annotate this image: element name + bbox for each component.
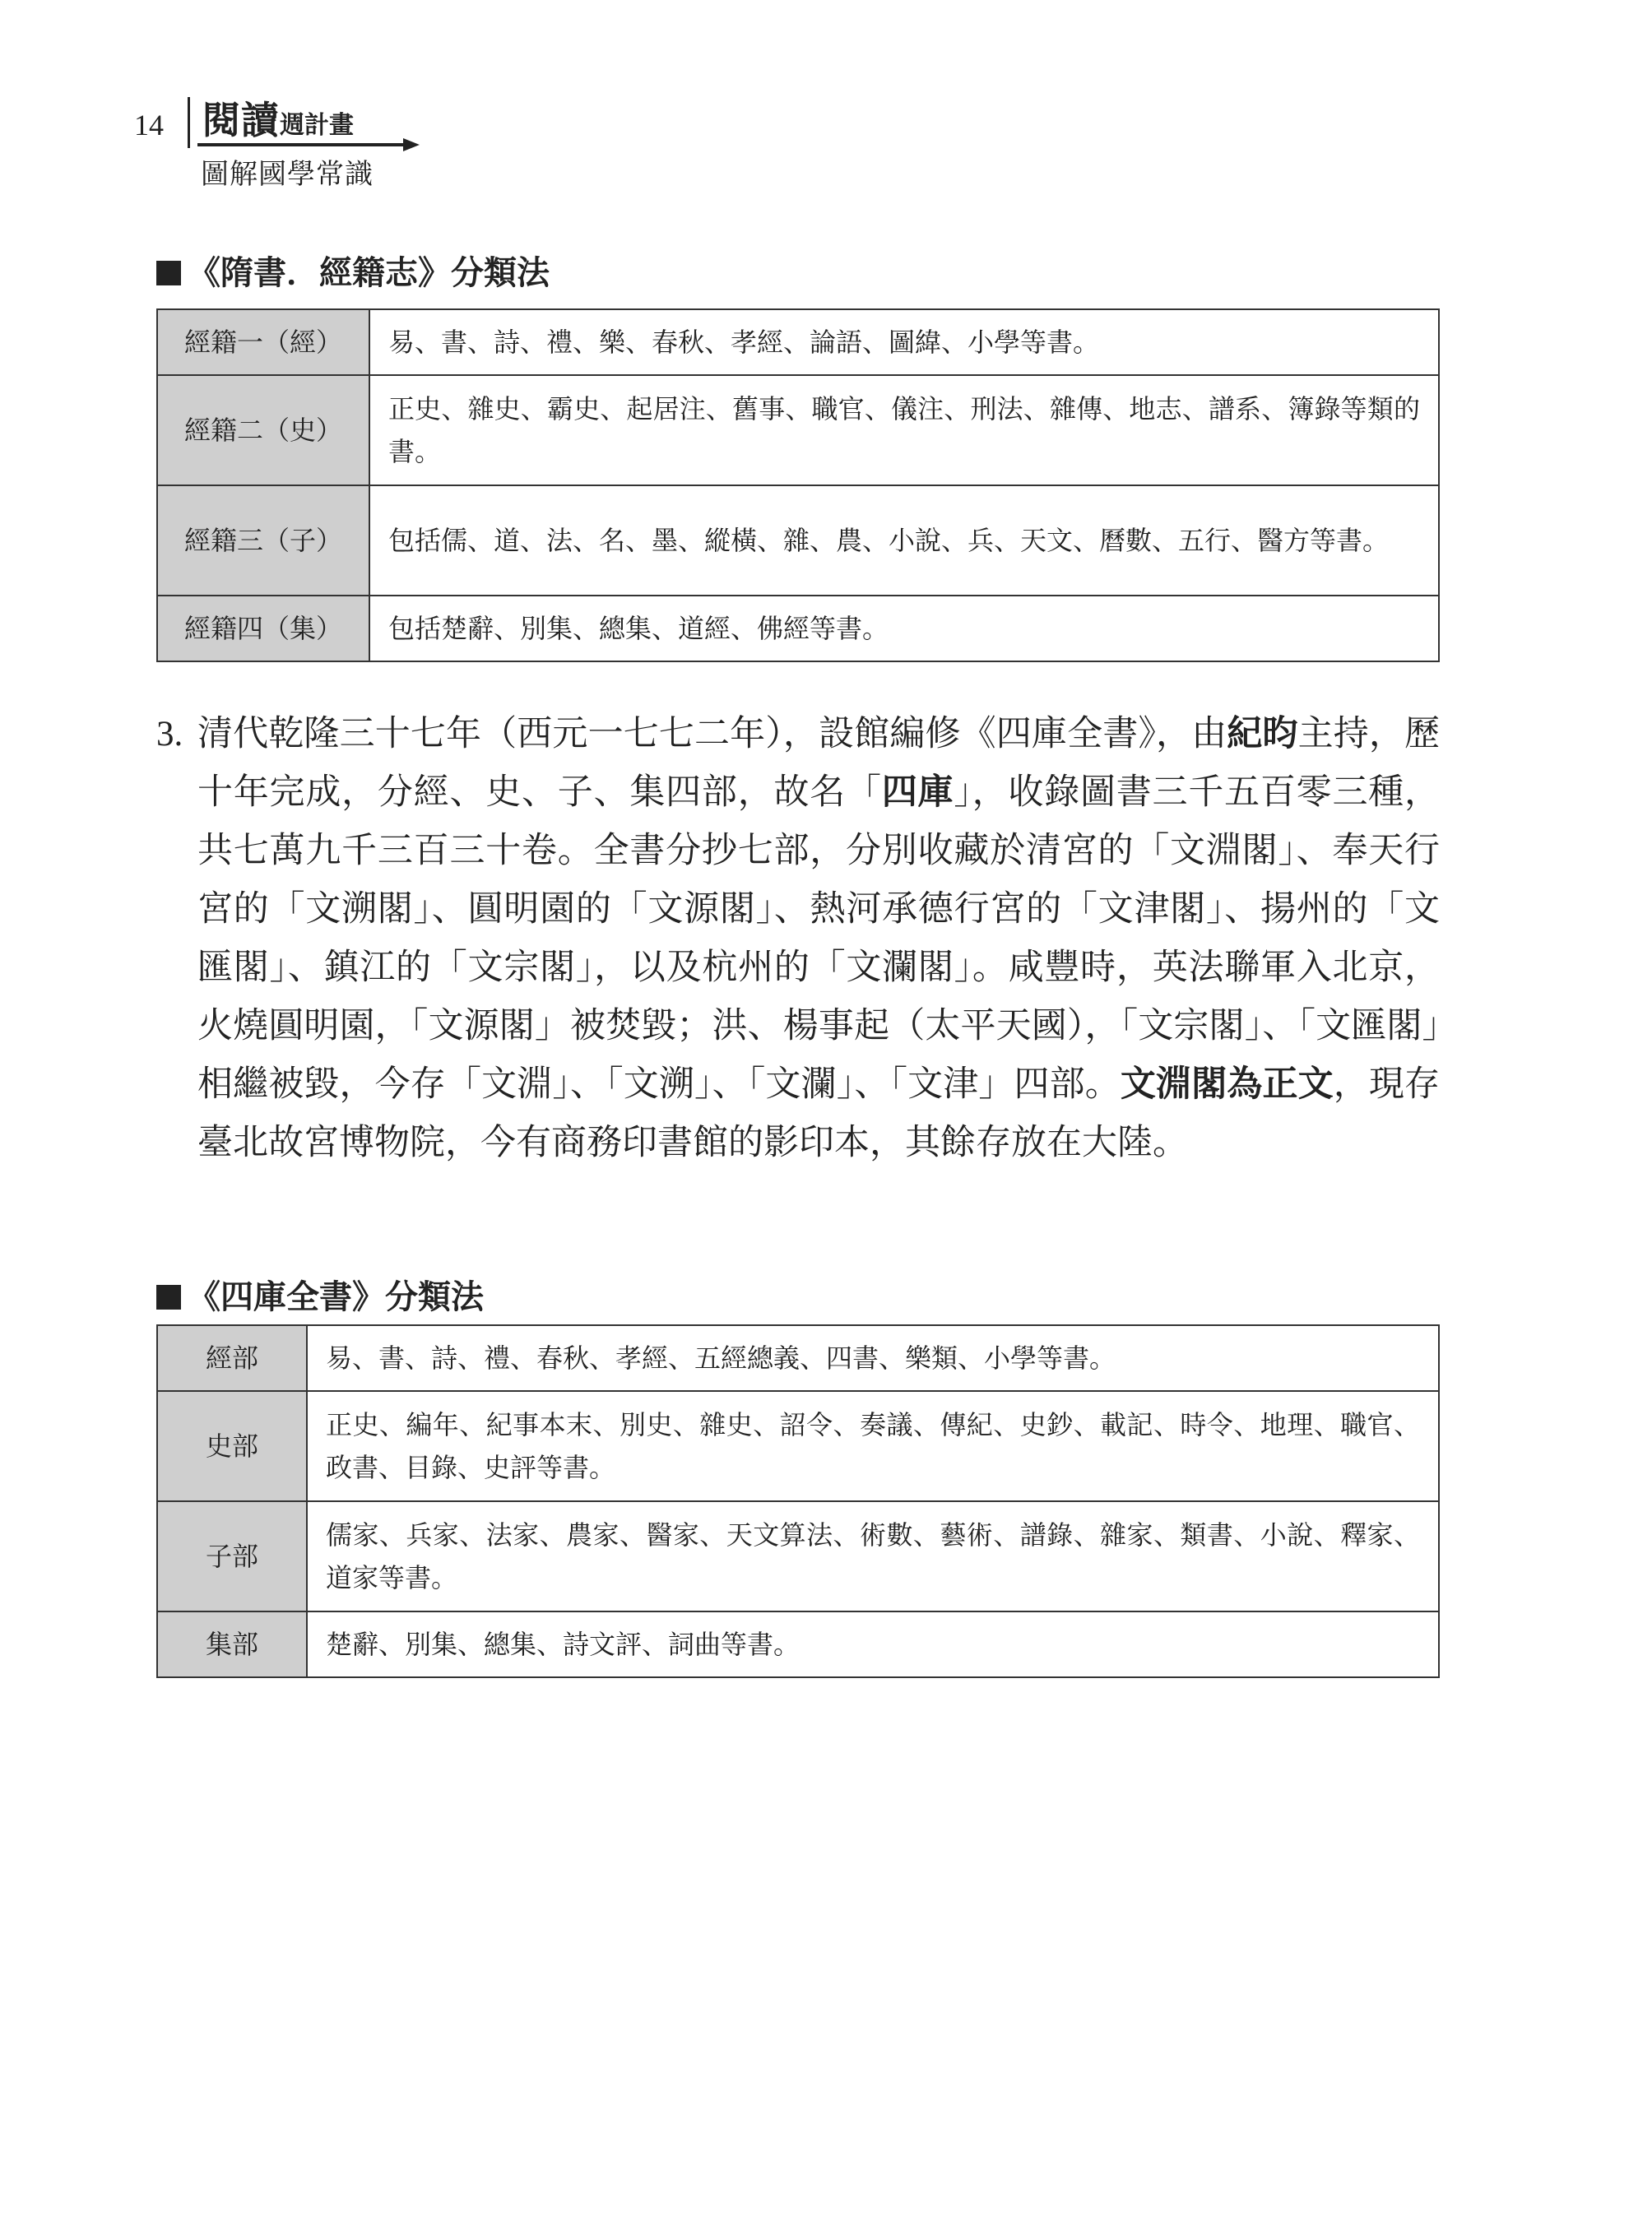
section-heading-sui-text: 《隋書．經籍志》分類法 [188,254,550,292]
header-divider [188,97,190,148]
category-description: 易、書、詩、禮、樂、春秋、孝經、論語、圖緯、小學等書。 [369,309,1439,375]
bold-term: 文淵閣為正文 [1120,1064,1334,1105]
table-row [157,375,1439,485]
body-paragraph [156,705,1440,1172]
table-row [157,1391,1439,1501]
table-row [157,309,1439,375]
category-label: 經籍三（子） [157,485,369,596]
table-row [157,1501,1439,1611]
series-title-sub: 週計畫 [280,111,354,140]
text-segment: 清代乾隆三十七年（西元一七七二年），設館編修《四庫全書》，由 [197,713,1227,754]
category-description: 正史、編年、紀事本末、別史、雜史、詔令、奏議、傳紀、史鈔、載記、時令、地理、職官、政書、目錄、史評等書。 [307,1391,1439,1501]
category-label: 經籍一（經） [157,309,369,375]
category-label: 經籍二（史） [157,375,369,485]
section-heading-siku [156,1271,484,1318]
classification-table-siku [156,1324,1440,1678]
page-number: 14 [134,109,164,141]
section-heading-sui [156,247,550,294]
table-row [157,1611,1439,1677]
text-segment: 主持，歷十年完成，分經、史、子、集四部，故名「 [197,713,1441,813]
classification-table-sui [156,308,1440,662]
category-description: 包括楚辭、別集、總集、道經、佛經等書。 [369,596,1439,661]
section-heading-siku-text: 《四庫全書》分類法 [188,1278,484,1316]
text-segment: ，現存臺北故宮博物院，今有商務印書館的影印本，其餘存放在大陸。 [197,1064,1441,1163]
category-label: 經籍四（集） [157,596,369,661]
text-segment: 」，收錄圖書三千五百零三種，共七萬九千三百三十卷。全書分抄七部，分別收藏於清宮的「文淵閣」、奉天行宮的「文溯閣」、圓明園的「文源閣」、熱河承德行宮的「文津閣」、揚州的「文匯閣」、鎮江的「文宗閣」，以及杭州的「文瀾閣」。咸豐時，英法聯軍入北京，火燒圓明園，「文源閣」被焚毀；洪、楊事起（太平天國），「文宗閣」、「文匯閣」相繼被毀，今存「文淵」、「文溯」、「文瀾」、「文津」四部。 [197,772,1441,1105]
category-description: 正史、雜史、霸史、起居注、舊事、職官、儀注、刑法、雜傳、地志、譜系、簿錄等類的書。 [369,375,1439,485]
book-subtitle: 圖解國學常識 [201,158,374,191]
paragraph-text [197,705,1440,1172]
table-row [157,1325,1439,1391]
category-description: 包括儒、道、法、名、墨、縱橫、雜、農、小說、兵、天文、曆數、五行、醫方等書。 [369,485,1439,596]
category-description: 易、書、詩、禮、春秋、孝經、五經總義、四書、樂類、小學等書。 [307,1325,1439,1391]
category-description: 楚辭、別集、總集、詩文評、詞曲等書。 [307,1611,1439,1677]
table-row [157,485,1439,596]
category-label: 子部 [157,1501,307,1611]
category-label: 集部 [157,1611,307,1677]
bold-term: 紀昀 [1227,713,1298,754]
arrow-right-icon [197,138,420,151]
paragraph-number: 3. [156,715,183,754]
category-description: 儒家、兵家、法家、農家、醫家、天文算法、術數、藝術、譜錄、雜家、類書、小說、釋家、道家等書。 [307,1501,1439,1611]
category-label: 史部 [157,1391,307,1501]
series-title [202,90,354,145]
bold-term: 四庫 [881,772,954,813]
category-label: 經部 [157,1325,307,1391]
square-bullet-icon [156,261,181,285]
square-bullet-icon [156,1285,181,1310]
series-title-main: 閱讀 [202,98,280,142]
table-row [157,596,1439,661]
